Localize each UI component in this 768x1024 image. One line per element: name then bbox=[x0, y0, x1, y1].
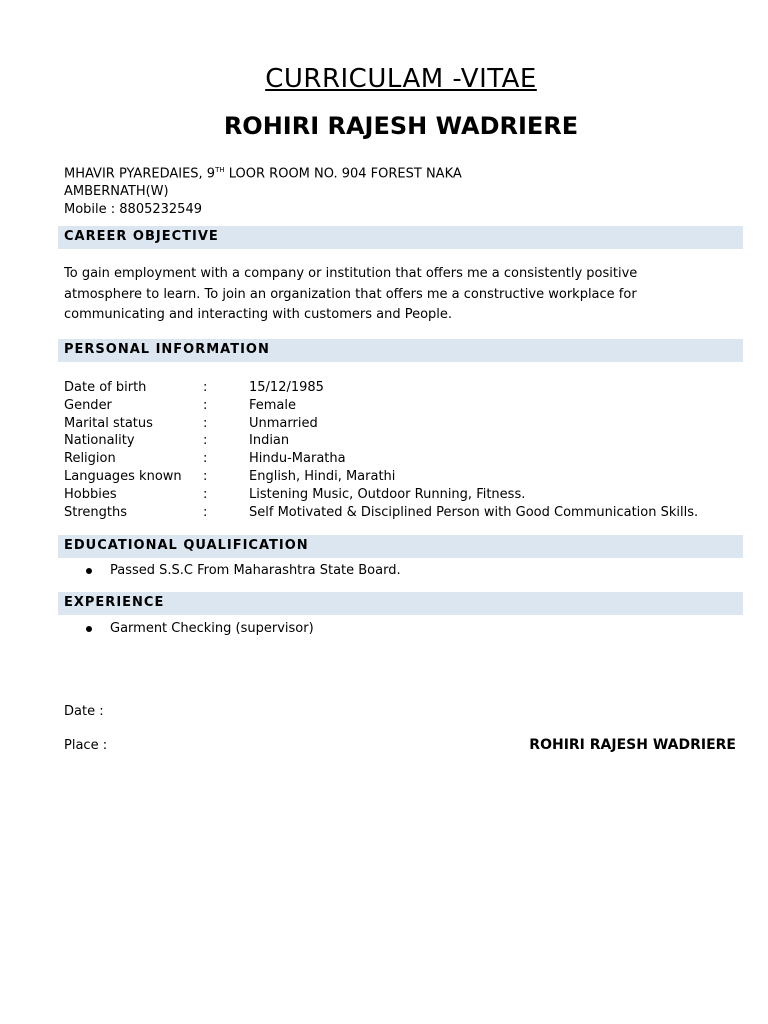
address-line-1: MHAVIR PYAREDAIES, 9TH LOOR ROOM NO. 904 FOREST NAKA bbox=[64, 166, 462, 182]
career-objective-text: To gain employment with a company or institution that offers me a consistently positive atmosphere to learn. To join an organization that offers me a constructive workplace for communicating and interacting with customers and People. bbox=[64, 266, 638, 322]
mobile-number: Mobile : 8805232549 bbox=[64, 202, 202, 218]
date-label: Date : bbox=[64, 704, 104, 719]
bullet-icon bbox=[86, 568, 92, 574]
section-experience bbox=[58, 592, 743, 615]
resume-document: CURRICULAM -VITAE ROHIRI RAJESH WADRIERE MHAVIR PYAREDAIES, 9TH LOOR ROOM NO. 904 FOREST NAKA AMBERNATH(W) Mobile : 8805232549 CAREER OBJECTIVE To gain employment with a company or institution that offers me a consistently positive atmosphere to learn. To join an organization that offers me a constructive workplace for communicating and interacting with customers and People. PERSONAL INFORMATION Date of birth : 15/12/1985 Gender : Female Marital status : Unmarried Nationality : Indian Religion : Hindu-Maratha Languages known : English, Hindi, Marathi Hobbies : Listening Music, Outdoor Running, Fitness. Strengths : Self Motivated & Disciplined Person with Good Communication Skills. EDUCATIONAL QUALIFICATION Passed S.S.C From Maharashtra State Board. EXPERIENCE Garment Checking (supervisor) Date : Place : ROHIRI RAJESH WADRIERE bbox=[0, 0, 768, 1024]
section-career-objective bbox=[58, 226, 743, 249]
section-heading: PERSONAL INFORMATION bbox=[64, 342, 270, 357]
section-educational-qualification bbox=[58, 535, 743, 558]
candidate-name: ROHIRI RAJESH WADRIERE bbox=[223, 112, 579, 140]
section-personal-information bbox=[58, 339, 743, 362]
place-label: Place : bbox=[64, 738, 108, 753]
signature-name: ROHIRI RAJESH WADRIERE bbox=[529, 737, 736, 753]
bullet-icon bbox=[86, 626, 92, 632]
section-heading: CAREER OBJECTIVE bbox=[64, 229, 219, 244]
contact-block bbox=[64, 161, 462, 219]
section-heading: EXPERIENCE bbox=[64, 595, 165, 610]
section-heading: EDUCATIONAL QUALIFICATION bbox=[64, 538, 309, 553]
document-title: CURRICULAM -VITAE bbox=[265, 64, 537, 94]
address-line-2: AMBERNATH(W) bbox=[64, 184, 169, 200]
